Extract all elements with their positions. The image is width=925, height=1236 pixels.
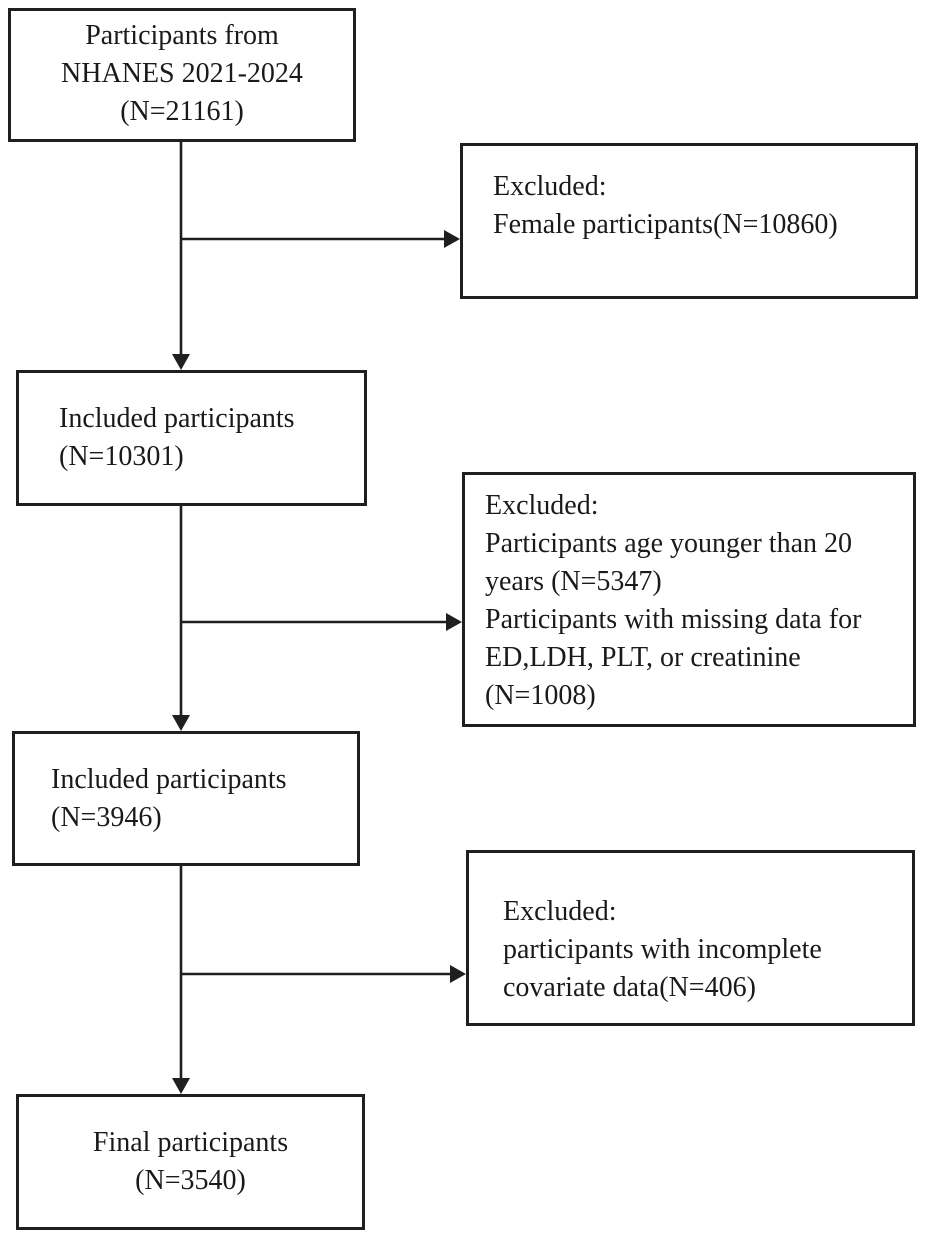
box-text-line: Excluded: — [503, 896, 617, 927]
arrow-branch-to-exclusion2 — [181, 613, 462, 631]
box-source-population — [8, 8, 356, 142]
box-included-2 — [12, 731, 360, 866]
box-text-line: (N=3946) — [51, 801, 162, 833]
box-final-participants — [16, 1094, 365, 1230]
box-exclusion-female — [460, 143, 918, 299]
box-text-line: (N=3540) — [135, 1165, 246, 1196]
box-text-line: Participants with missing data for — [485, 604, 862, 635]
arrow-source-to-included1 — [172, 141, 190, 370]
arrow-branch-to-exclusion3 — [181, 965, 466, 983]
box-text-line: NHANES 2021-2024 — [61, 58, 303, 89]
box-text-line: participants with incomplete — [503, 934, 822, 965]
arrow-branch-to-exclusion1 — [181, 230, 460, 248]
arrow-included2-to-final — [172, 866, 190, 1094]
box-exclusion-age-missing-data — [462, 472, 916, 727]
box-text-line: Final participants — [92, 1127, 289, 1158]
box-text-line: years (N=5347) — [485, 566, 662, 597]
box-text-line: Excluded: — [493, 171, 607, 202]
box-text-line: Female participants(N=10860) — [493, 209, 838, 240]
arrow-included1-to-included2 — [172, 506, 190, 731]
box-text-line: ED,LDH, PLT, or creatinine — [485, 642, 801, 673]
box-text-line: Included participants — [59, 403, 295, 434]
box-text-line: Participants from — [85, 20, 279, 51]
box-text-line: (N=21161) — [120, 96, 244, 127]
box-exclusion-incomplete-covariate — [466, 850, 915, 1026]
box-included-1 — [16, 370, 367, 506]
box-text-line: (N=1008) — [485, 680, 596, 711]
box-text-line: covariate data(N=406) — [503, 972, 756, 1003]
box-text-line: Participants age younger than 20 — [485, 528, 853, 559]
box-text-line: Excluded: — [485, 490, 599, 521]
box-text-line: Included participants — [51, 763, 287, 795]
box-text-line: (N=10301) — [59, 441, 184, 472]
